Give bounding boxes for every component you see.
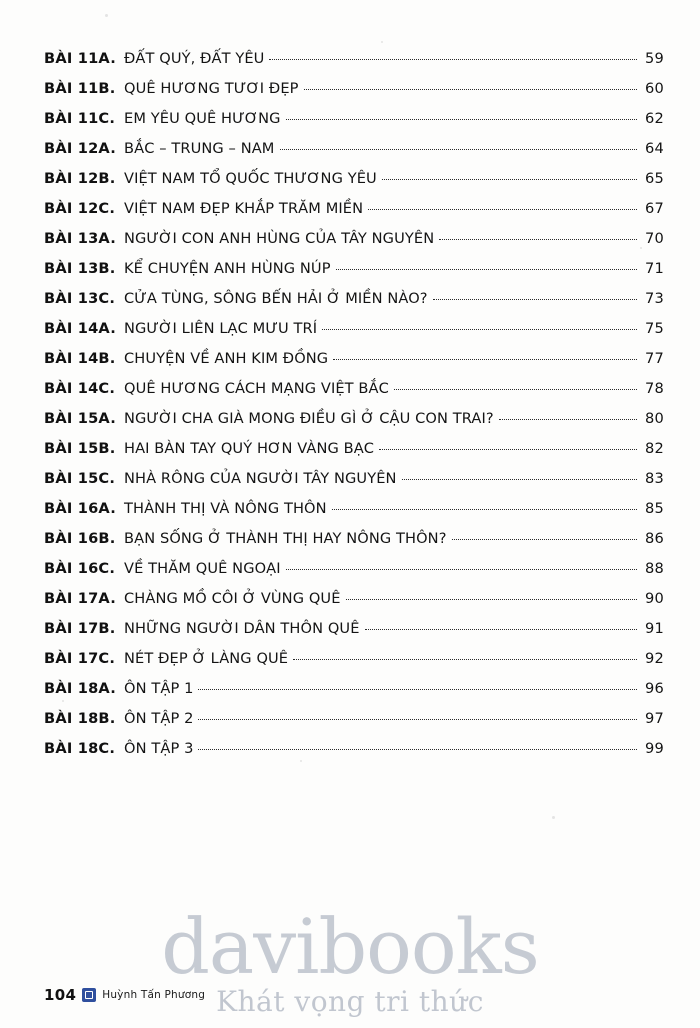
toc-entry[interactable] <box>44 442 664 472</box>
toc-entry-title: ÔN TẬP 1 <box>124 680 194 697</box>
toc-entry-page: 64 <box>645 140 664 157</box>
toc-entry-title: BẮC – TRUNG – NAM <box>124 140 275 157</box>
toc-entry-code: BÀI 15B. <box>44 440 116 457</box>
toc-entry[interactable] <box>44 472 664 502</box>
toc-entry-title: NHÀ RÔNG CỦA NGƯỜI TÂY NGUYÊN <box>124 470 397 487</box>
toc-entry-code: BÀI 12B. <box>44 170 116 187</box>
toc-entry-title: HAI BÀN TAY QUÝ HƠN VÀNG BẠC <box>124 440 375 457</box>
toc-entry-title: KỂ CHUYỆN ANH HÙNG NÚP <box>124 260 331 277</box>
toc-leader-dots <box>346 598 637 600</box>
toc-leader-dots <box>336 268 637 270</box>
toc-entry-code: BÀI 15A. <box>44 410 116 427</box>
toc-entry-page: 82 <box>645 440 664 457</box>
toc-entry-page: 96 <box>645 680 664 697</box>
toc-entry[interactable] <box>44 52 664 82</box>
toc-entry-page: 90 <box>645 590 664 607</box>
watermark-brand: davibooks <box>161 901 539 991</box>
toc-leader-dots <box>293 658 637 660</box>
toc-leader-dots <box>304 88 637 90</box>
toc-entry-page: 67 <box>645 200 664 217</box>
toc-entry-code: BÀI 14A. <box>44 320 116 337</box>
toc-entry-code: BÀI 12A. <box>44 140 116 157</box>
toc-entry[interactable] <box>44 232 664 262</box>
toc-leader-dots <box>286 118 637 120</box>
toc-entry[interactable] <box>44 202 664 232</box>
toc-entry-code: BÀI 15C. <box>44 470 116 487</box>
toc-entry-title: NGƯỜI LIÊN LẠC MƯU TRÍ <box>124 320 318 337</box>
toc-leader-dots <box>433 298 637 300</box>
toc-leader-dots <box>394 388 637 390</box>
page-footer <box>44 986 205 1004</box>
toc-entry-page: 99 <box>645 740 664 757</box>
toc-entry-title: CHUYỆN VỀ ANH KIM ĐỒNG <box>124 350 329 367</box>
toc-entry-page: 78 <box>645 380 664 397</box>
toc-entry-title: VỀ THĂM QUÊ NGOẠI <box>124 560 281 577</box>
toc-entry-code: BÀI 14B. <box>44 350 116 367</box>
toc-entry[interactable] <box>44 322 664 352</box>
toc-entry[interactable] <box>44 652 664 682</box>
toc-entry-page: 85 <box>645 500 664 517</box>
toc-leader-dots <box>198 688 637 690</box>
toc-entry[interactable] <box>44 682 664 712</box>
toc-entry-code: BÀI 17A. <box>44 590 116 607</box>
toc-entry-title: CHÀNG MỒ CÔI Ở VÙNG QUÊ <box>124 590 341 607</box>
toc-entry-page: 62 <box>645 110 664 127</box>
toc-entry-title: NÉT ĐẸP Ở LÀNG QUÊ <box>124 650 289 667</box>
toc-leader-dots <box>332 508 637 510</box>
author-name: Huỳnh Tấn Phương <box>102 989 206 1001</box>
toc-leader-dots <box>198 718 637 720</box>
toc-leader-dots <box>439 238 637 240</box>
toc-entry[interactable] <box>44 292 664 322</box>
toc-entry-title: VIỆT NAM TỔ QUỐC THƯƠNG YÊU <box>124 170 377 187</box>
toc-entry[interactable] <box>44 262 664 292</box>
toc-entry-title: ĐẤT QUÝ, ĐẤT YÊU <box>124 50 265 67</box>
toc-entry-page: 73 <box>645 290 664 307</box>
toc-leader-dots <box>269 58 637 60</box>
toc-entry-page: 86 <box>645 530 664 547</box>
paper-speckle <box>105 14 108 17</box>
publisher-logo-icon <box>82 988 96 1002</box>
toc-entry[interactable] <box>44 742 664 772</box>
toc-entry-code: BÀI 18B. <box>44 710 116 727</box>
toc-entry-page: 97 <box>645 710 664 727</box>
toc-entry[interactable] <box>44 712 664 742</box>
toc-entry-page: 88 <box>645 560 664 577</box>
toc-entry-code: BÀI 17C. <box>44 650 116 667</box>
toc-entry[interactable] <box>44 502 664 532</box>
toc-entry[interactable] <box>44 352 664 382</box>
toc-entry-page: 83 <box>645 470 664 487</box>
toc-entry-code: BÀI 18C. <box>44 740 116 757</box>
table-of-contents <box>44 52 664 772</box>
toc-entry-page: 71 <box>645 260 664 277</box>
toc-entry-code: BÀI 16C. <box>44 560 116 577</box>
toc-entry-code: BÀI 17B. <box>44 620 116 637</box>
toc-leader-dots <box>286 568 637 570</box>
toc-leader-dots <box>379 448 637 450</box>
toc-entry-page: 59 <box>645 50 664 67</box>
toc-entry-page: 80 <box>645 410 664 427</box>
toc-entry-code: BÀI 13C. <box>44 290 116 307</box>
toc-leader-dots <box>333 358 637 360</box>
toc-leader-dots <box>402 478 637 480</box>
toc-entry[interactable] <box>44 622 664 652</box>
toc-entry[interactable] <box>44 382 664 412</box>
toc-entry-page: 92 <box>645 650 664 667</box>
toc-entry-code: BÀI 16B. <box>44 530 116 547</box>
toc-leader-dots <box>499 418 637 420</box>
toc-entry-title: BẠN SỐNG Ở THÀNH THỊ HAY NÔNG THÔN? <box>124 530 447 547</box>
toc-entry-code: BÀI 18A. <box>44 680 116 697</box>
toc-entry[interactable] <box>44 172 664 202</box>
toc-entry-page: 65 <box>645 170 664 187</box>
toc-entry-code: BÀI 11B. <box>44 80 116 97</box>
toc-entry-code: BÀI 11A. <box>44 50 116 67</box>
toc-leader-dots <box>452 538 637 540</box>
toc-entry-title: QUÊ HƯƠNG TƯƠI ĐẸP <box>124 80 299 97</box>
toc-entry-page: 77 <box>645 350 664 367</box>
toc-leader-dots <box>368 208 637 210</box>
toc-entry-code: BÀI 13A. <box>44 230 116 247</box>
toc-entry[interactable] <box>44 562 664 592</box>
toc-entry[interactable] <box>44 112 664 142</box>
toc-entry-page: 75 <box>645 320 664 337</box>
toc-entry-code: BÀI 12C. <box>44 200 116 217</box>
toc-entry-code: BÀI 16A. <box>44 500 116 517</box>
paper-speckle <box>381 41 383 43</box>
toc-entry[interactable] <box>44 142 664 172</box>
toc-entry-title: VIỆT NAM ĐẸP KHẮP TRĂM MIỀN <box>124 200 364 217</box>
toc-entry[interactable] <box>44 592 664 622</box>
toc-entry-title: THÀNH THỊ VÀ NÔNG THÔN <box>124 500 327 517</box>
toc-leader-dots <box>198 748 637 750</box>
toc-leader-dots <box>322 328 637 330</box>
toc-entry-title: NHỮNG NGƯỜI DÂN THÔN QUÊ <box>124 620 360 637</box>
toc-entry-title: ÔN TẬP 3 <box>124 740 194 757</box>
toc-leader-dots <box>382 178 637 180</box>
toc-entry-code: BÀI 14C. <box>44 380 116 397</box>
toc-entry-code: BÀI 13B. <box>44 260 116 277</box>
toc-entry-title: ÔN TẬP 2 <box>124 710 194 727</box>
toc-entry-title: NGƯỜI CON ANH HÙNG CỦA TÂY NGUYÊN <box>124 230 435 247</box>
toc-entry-title: NGƯỜI CHA GIÀ MONG ĐIỀU GÌ Ở CẬU CON TRAI? <box>124 410 494 427</box>
paper-speckle <box>552 816 555 819</box>
toc-entry-page: 70 <box>645 230 664 247</box>
toc-entry[interactable] <box>44 532 664 562</box>
toc-entry-title: QUÊ HƯƠNG CÁCH MẠNG VIỆT BẮC <box>124 380 389 397</box>
toc-entry-page: 91 <box>645 620 664 637</box>
toc-entry[interactable] <box>44 82 664 112</box>
toc-leader-dots <box>365 628 637 630</box>
toc-entry-code: BÀI 11C. <box>44 110 116 127</box>
toc-entry-title: CỬA TÙNG, SÔNG BẾN HẢI Ở MIỀN NÀO? <box>124 290 428 307</box>
toc-entry-title: EM YÊU QUÊ HƯƠNG <box>124 110 281 127</box>
watermark-tagline: Khát vọng tri thức <box>216 985 484 1018</box>
toc-entry[interactable] <box>44 412 664 442</box>
toc-leader-dots <box>280 148 638 150</box>
toc-entry-page: 60 <box>645 80 664 97</box>
page-number: 104 <box>44 986 77 1004</box>
